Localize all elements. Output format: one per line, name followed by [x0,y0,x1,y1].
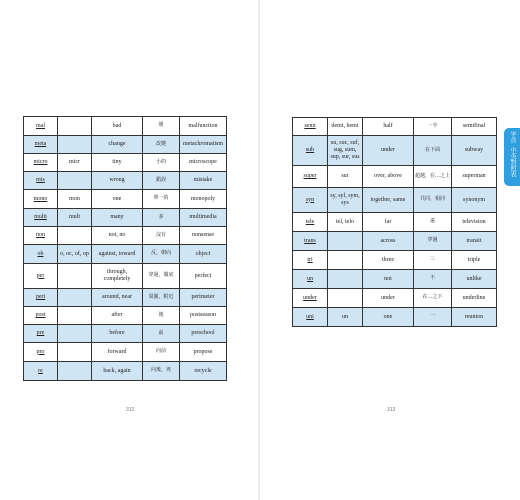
cell-example: subway [452,136,497,166]
cell-example: malfunction [180,117,227,136]
right-page [260,0,520,500]
cell-example: recycle [180,362,227,381]
table-row [24,117,227,136]
cell-meaning: under [363,289,414,308]
cell-meaning: under [363,136,414,166]
cell-root: ob [24,245,58,264]
cell-zh: 在下面 [414,136,452,166]
cell-root: multi [24,209,58,227]
cell-variant [58,117,92,136]
cell-variant [328,232,363,251]
cell-root: tri [293,251,328,270]
cell-example: triple [452,251,497,270]
cell-zh: 壞 [143,117,180,136]
page-number-left: 312 [126,407,135,413]
cell-variant [328,270,363,289]
cell-variant [58,307,92,325]
cell-example: television [452,213,497,232]
cell-meaning: one [92,190,143,209]
cell-example: perfect [180,264,227,289]
cell-example: object [180,245,227,264]
cell-root: re [24,362,58,381]
cell-root: under [293,289,328,308]
prefix-table-right [292,117,497,327]
table-row [293,213,497,232]
cell-root: mal [24,117,58,136]
cell-root: micro [24,154,58,172]
cell-meaning: through, completely [92,264,143,289]
cell-variant [58,172,92,190]
cell-example: perimeter [180,289,227,307]
cell-zh: 單一的 [143,190,180,209]
table-row [24,289,227,307]
table-row [293,232,497,251]
cell-meaning: one [363,308,414,327]
table-row [293,118,497,136]
table-row [293,188,497,213]
table-row [24,307,227,325]
cell-meaning: half [363,118,414,136]
cell-zh: 不 [414,270,452,289]
cell-root: per [24,264,58,289]
table-row [24,227,227,245]
cell-example: reunion [452,308,497,327]
cell-zh: 一 [414,308,452,327]
cell-root: trans [293,232,328,251]
cell-meaning: against, toward [92,245,143,264]
cell-variant [58,325,92,343]
table-row [24,264,227,289]
cell-root: tele [293,213,328,232]
table-row [24,190,227,209]
cell-meaning: three [363,251,414,270]
cell-zh: 穿過，徹底 [143,264,180,289]
cell-variant: sy, syl, sym, sys [328,188,363,213]
cell-example: transit [452,232,497,251]
cell-example: microscope [180,154,227,172]
cell-root: sub [293,136,328,166]
cell-root: mono [24,190,58,209]
cell-meaning: change [92,136,143,154]
cell-meaning: together, same [363,188,414,213]
cell-root: pre [24,325,58,343]
cell-zh: 向後，再 [143,362,180,381]
cell-root: peri [24,289,58,307]
cell-meaning: many [92,209,143,227]
cell-meaning: before [92,325,143,343]
table-row [293,136,497,166]
cell-variant: tel, telo [328,213,363,232]
cell-example: metachromatism [180,136,227,154]
cell-meaning: around, near [92,289,143,307]
prefix-table-left [23,116,227,381]
cell-zh: 一半 [414,118,452,136]
cell-root: non [24,227,58,245]
cell-variant: su, suc, suf, sug, sum, sup, sur, sus [328,136,363,166]
table-row [24,343,227,362]
cell-variant: demi, hemi [328,118,363,136]
cell-variant [58,289,92,307]
cell-variant: o, oc, of, op [58,245,92,264]
table-row [24,362,227,381]
cell-root: semi [293,118,328,136]
cell-meaning: wrong [92,172,143,190]
cell-example: postseason [180,307,227,325]
section-side-tab[interactable] [504,128,520,186]
cell-variant [328,289,363,308]
cell-zh: 遠 [414,213,452,232]
cell-example: preschool [180,325,227,343]
cell-root: pro [24,343,58,362]
cell-meaning: not [363,270,414,289]
cell-meaning: after [92,307,143,325]
table-row [293,308,497,327]
cell-variant: sur [328,166,363,188]
cell-variant: mon [58,190,92,209]
cell-root: super [293,166,328,188]
cell-meaning: across [363,232,414,251]
table-row [24,209,227,227]
cell-zh: 穿過 [414,232,452,251]
cell-example: mistake [180,172,227,190]
cell-example: superman [452,166,497,188]
cell-example: underline [452,289,497,308]
page-number-right: 313 [387,407,396,413]
cell-zh: 多 [143,209,180,227]
side-tab-label-prefix: 字首 [509,131,516,143]
cell-example: monopoly [180,190,227,209]
cell-zh: 反，朝向 [143,245,180,264]
table-row [293,251,497,270]
cell-example: unlike [452,270,497,289]
cell-variant [58,136,92,154]
cell-variant [58,227,92,245]
cell-meaning: not, no [92,227,143,245]
side-tab-label-table: 中英對照表 [509,147,516,177]
cell-variant [328,251,363,270]
cell-example: nonsense [180,227,227,245]
cell-zh: 向前 [143,343,180,362]
table-row [293,289,497,308]
cell-root: uni [293,308,328,327]
table-row [293,270,497,289]
cell-zh: 後 [143,307,180,325]
cell-zh: 前 [143,325,180,343]
cell-meaning: back, again [92,362,143,381]
cell-example: propose [180,343,227,362]
prefix-table-left-body [24,117,227,381]
cell-zh: 超越，在…之上 [414,166,452,188]
cell-variant: un [328,308,363,327]
table-row [24,172,227,190]
cell-meaning: far [363,213,414,232]
cell-example: synonym [452,188,497,213]
cell-zh: 改變 [143,136,180,154]
cell-variant [58,362,92,381]
cell-meaning: bad [92,117,143,136]
cell-variant [58,343,92,362]
cell-zh: 三 [414,251,452,270]
cell-meaning: over, above [363,166,414,188]
cell-root: un [293,270,328,289]
cell-meaning: forward [92,343,143,362]
cell-root: syn [293,188,328,213]
cell-zh: 錯誤 [143,172,180,190]
cell-zh: 共同，相同 [414,188,452,213]
cell-variant: mult [58,209,92,227]
table-row [24,154,227,172]
cell-example: semifinal [452,118,497,136]
table-row [24,245,227,264]
cell-zh: 在…之下 [414,289,452,308]
cell-variant: micr [58,154,92,172]
cell-root: mis [24,172,58,190]
cell-variant [58,264,92,289]
cell-zh: 小的 [143,154,180,172]
table-row [24,136,227,154]
cell-zh: 沒有 [143,227,180,245]
cell-zh: 周圍，附近 [143,289,180,307]
table-row [24,325,227,343]
cell-example: multimedia [180,209,227,227]
prefix-table-right-body [293,118,497,327]
cell-root: meta [24,136,58,154]
cell-root: post [24,307,58,325]
cell-meaning: tiny [92,154,143,172]
table-row [293,166,497,188]
